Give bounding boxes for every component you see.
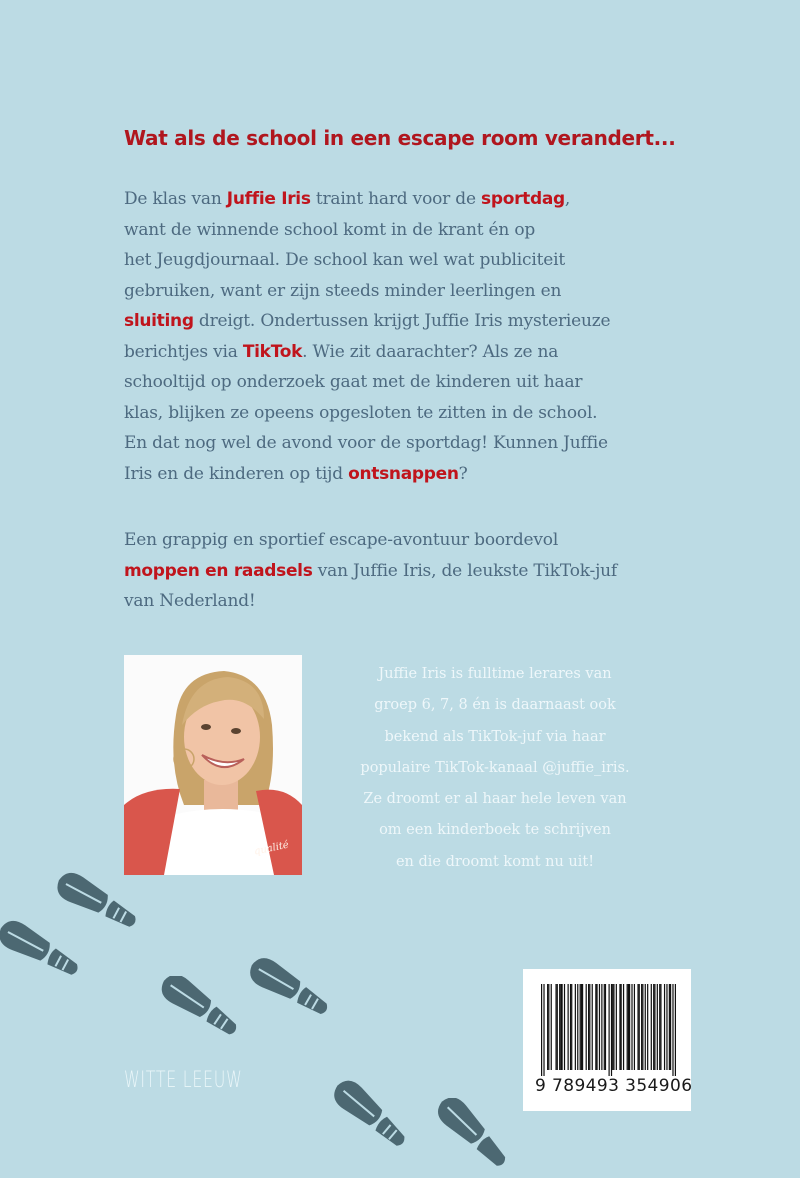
blurb-line — [124, 556, 684, 587]
highlighted-keyword: moppen en raadsels — [124, 560, 313, 581]
blurb-line — [124, 459, 684, 490]
bio-line: en die droomt komt nu uit! — [395, 853, 595, 870]
body-text: van Nederland! — [124, 591, 256, 611]
body-text: gebruiken, want er zijn steeds minder leerlingen en — [124, 280, 562, 301]
bio-line: bekend als TikTok-juf via haar — [384, 728, 606, 745]
hoodie-text: qualité — [253, 839, 290, 858]
highlighted-keyword: sluiting — [124, 311, 194, 331]
blurb-line — [124, 525, 684, 556]
body-text: ? — [458, 463, 468, 484]
highlighted-keyword: TikTok — [242, 341, 303, 362]
body-text: Een grappig en sportief escape-avontuur boordevol — [124, 530, 559, 550]
body-text: . Wie zit daarachter? Als ze na — [302, 341, 559, 362]
blurb-line — [124, 428, 684, 459]
footprint-icon — [418, 1098, 518, 1178]
blurb-line — [124, 367, 684, 398]
blurb-line — [124, 215, 684, 246]
bio-line: Ze droomt er al haar hele leven van — [363, 791, 627, 808]
body-text: Iris en de kinderen op tijd — [124, 463, 349, 484]
bio-line: populaire TikTok-kanaal @juffie_iris. — [360, 759, 630, 776]
tagline: Wat als de school in een escape room verandert... — [124, 126, 676, 150]
body-text: klas, blijken ze opeens opgesloten te zitten in de school. — [124, 402, 598, 423]
bio-line: Juffie Iris is fulltime lerares van — [378, 666, 612, 682]
body-text: En dat nog wel de avond voor de sportdag! Kunnen Juffie — [124, 433, 608, 453]
highlighted-keyword: Juffie Iris — [226, 189, 311, 209]
footprint-icon — [0, 920, 86, 992]
blurb-paragraph-1 — [124, 184, 684, 489]
publisher-logo: WITTE LEEUW — [124, 1068, 243, 1093]
blurb-line — [124, 245, 684, 276]
author-portrait-icon — [124, 655, 302, 875]
footprint-icon — [316, 1080, 416, 1160]
blurb-line — [124, 586, 684, 617]
highlighted-keyword: sportdag — [481, 189, 565, 209]
body-text: het Jeugdjournaal. De school kan wel wat publiciteit — [124, 250, 565, 270]
bio-line: groep 6, 7, 8 én is daarnaast ook — [374, 697, 616, 714]
footprint-icon — [236, 958, 336, 1030]
body-text: dreigt. Ondertussen krijgt Juffie Iris mysterieuze — [193, 311, 611, 331]
blurb-paragraph-2 — [124, 525, 684, 617]
blurb-line — [124, 306, 684, 337]
body-text: , — [564, 189, 571, 209]
author-bio — [330, 659, 660, 878]
blurb-line — [124, 398, 684, 429]
highlighted-keyword: ontsnappen — [348, 463, 459, 484]
body-text: van Juffie Iris, de leukste TikTok-juf — [312, 560, 617, 581]
footprint-icon — [146, 976, 246, 1048]
isbn-barcode — [523, 969, 691, 1111]
blurb-line — [124, 276, 684, 307]
blurb-line — [124, 184, 684, 215]
body-text: schooltijd op onderzoek gaat met de kinderen uit haar — [124, 372, 583, 392]
isbn-number: 9 789493 354906 — [535, 1076, 693, 1096]
body-text: berichtjes via — [124, 341, 243, 362]
barcode-icon — [541, 984, 676, 1076]
blurb-line — [124, 337, 684, 368]
body-text: traint hard voor de — [310, 189, 482, 209]
body-text: De klas van — [124, 189, 227, 209]
body-text: want de winnende school komt in de krant én op — [124, 219, 536, 240]
author-photo — [124, 655, 302, 875]
bio-line: om een kinderboek te schrijven — [379, 822, 611, 839]
